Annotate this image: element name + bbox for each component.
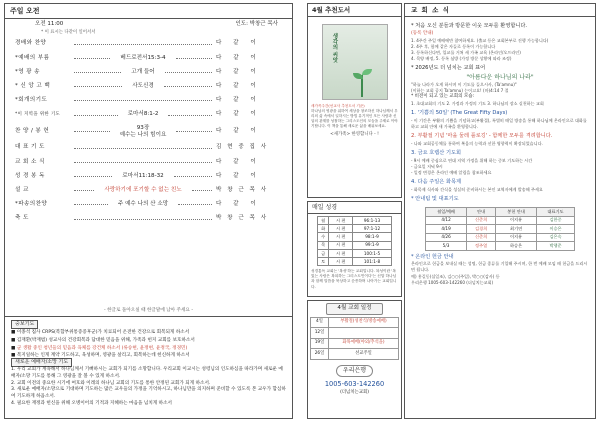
bank-name: 우리은행: [336, 365, 373, 377]
order-item: [15, 198, 282, 212]
welcome-item: 4. 목양 배정, 5. 등록 심방 (가정 방문 상황에 따라 조정): [411, 55, 512, 61]
prayer-item: ■ 이종석 집사 CRPS(복합부위통증증후군)가 치료되어 온전한 건강으로 회복되게 하소서: [11, 330, 190, 336]
order-name: * 신 앙 고 백: [15, 82, 51, 89]
order-detail: 로마서8:1-2: [122, 111, 165, 119]
table-row: 토 시 편 101:1-8: [318, 257, 392, 265]
order-name: 설 교: [15, 187, 29, 193]
order-item: [15, 108, 282, 122]
order-name: *영 광 송: [15, 68, 40, 75]
online-offering-title: * 온라인 헌금 안내: [411, 253, 454, 260]
welcome-item: 2. 4주 후, 함께 같은 자들로 등록이 가능합니다: [411, 43, 496, 49]
table-header: 월일/예배 안내 봉헌 안내 대표기도: [426, 208, 575, 217]
book-summary: 하나님의 영광을 위하여 세상을 창조하신 하나님께서 우리의 삶 속에서 일하시는 방법 유기적인 모든 사람과 신앙의 관계를 성찰하는 그리스도인의 모습을 주제로 이야기합니다. 이 책을 통해 새로운 삶을 배워보세요.: [311, 109, 398, 129]
news-item-title: 3. 금요 호렙산 기도회: [411, 150, 461, 157]
online-offering-example: 예) 홍길동(십일조), 김○○(주일), 박○○(감사) 등: [411, 273, 500, 279]
table-row: 월 시 편 96:1-13: [318, 217, 392, 225]
service-time: 오전 11:00: [35, 21, 64, 27]
order-item: [15, 94, 282, 108]
order-name: *회개의기도: [15, 97, 48, 104]
order-detail: 로마서11:18-32: [116, 173, 169, 181]
welcome-item: 3. 등록하신다면, 입교를 거쳐 새 가족 교육 (온라인/오프라인): [411, 49, 521, 55]
church-news: [404, 3, 596, 419]
table-row: 금 시 편 100:1-5: [318, 249, 392, 257]
table-row: 26일 선교주일: [311, 349, 399, 360]
offering-account: [308, 365, 401, 396]
order-person: 김 현 중 집 사: [216, 144, 269, 151]
news-header: 교 회 소 식: [405, 4, 595, 17]
dotted-leader: [74, 44, 212, 45]
schedule-table: [310, 317, 399, 360]
dotted-leader: [74, 219, 212, 220]
prayer-item: ■ 군 생활 중인 청년들의 믿음과 육체를 강건케 하소서 (류승현, 윤정현, 윤정국, 정경민): [11, 345, 188, 351]
order-person: 박 창 근 목 사: [216, 215, 269, 222]
theme-ref: (이하는 교회 공지 Ta'amnu) 는이고요! (마)4:14 7 절: [411, 88, 509, 94]
worship-order-list: [15, 37, 282, 226]
table-row: 화 시 편 97:1-12: [318, 225, 392, 233]
book-welcome: <새가족> 한영합니다 - !: [330, 132, 379, 138]
dotted-leader: [74, 58, 110, 59]
news-body: [405, 17, 595, 289]
dotted-leader: [164, 86, 212, 87]
order-person: 다 같 이: [216, 201, 261, 208]
vision-item: 1. 우리 교회가 계속해서 하나님께서 기뻐하시는 교회가 되기를 소망합니다. 우리교회 이교시는 성령님의 인도하심을 따라가며 새로운 예배자/소망 기도를 통해 그 영광을 잘 볼 수 있게 하소서.: [11, 367, 283, 379]
order-detail: 고개 들어: [125, 69, 160, 77]
dotted-leader: [74, 162, 212, 163]
order-name: 대 표 기 도: [15, 144, 45, 151]
order-item: [15, 141, 282, 155]
vision-intro: * 비전이 되고 있는 교회의 모습:: [411, 94, 475, 100]
dotted-leader: [192, 190, 212, 191]
sermon-title: 사랑하기에 포기할 수 없는 친노: [98, 187, 187, 195]
book-description: [311, 104, 398, 138]
table-row: 19일 화목예배(야외/추석을): [311, 338, 399, 349]
welcome-item: 1. 4주간 주일 예배에만 참여하세요. (출교 등은 교회본부로 진행 가능합니다): [411, 37, 549, 43]
order-detail: 주 예수 나의 산 소망: [112, 201, 174, 209]
news-item-note: - 일정 변경은 온라인 예배 알림을 참조하세요: [411, 170, 492, 176]
bible-header: 매일 성경: [308, 202, 401, 214]
order-person: 다 같 이: [216, 111, 261, 118]
order-person: 다 같 이: [216, 54, 261, 61]
dotted-leader: [174, 176, 212, 177]
order-name: 교 회 소 식: [15, 158, 45, 165]
stand-note: * 이 표시는 다같이 일어서서: [41, 30, 96, 35]
order-item: [15, 122, 282, 141]
welcome-title: * 처음 오신 분들과 방문한 이웃 모두를 환영합니다.: [411, 23, 528, 29]
order-person: 다 같 이: [216, 97, 261, 104]
book-recommendation: [307, 3, 402, 198]
prayer-tag: 중보기도: [11, 320, 38, 329]
prayer-item: ■ 복지일하는 인게 계약 기도하고, 육성하며, 영광을 살리고, 회복하는데 헌신하게 하소서: [11, 353, 190, 359]
time-row: [35, 21, 278, 28]
order-name: *파송의찬양: [15, 201, 48, 208]
welcome-sub: (등록 안내): [411, 30, 434, 36]
schedule-title: 4월 교회 일정: [326, 303, 383, 315]
dotted-leader: [74, 204, 108, 205]
account-number: 1005-603-142260: [324, 379, 385, 388]
order-person: 박 창 근 목 사: [216, 187, 269, 193]
news-item-text: - 9시 예배 중심으로 연대 지역 가정을 위해 하는 중보 기도하는 시간: [411, 157, 533, 163]
news-item-text: - 이 기간은 부활의 기쁨을 기념하고(부활절), 특별히 매일 방송을 통해 하나님께 온라인으로 대화를 하고 교회 안에 새 가족을 환영합니다.: [411, 117, 587, 130]
news-item-title: 2. 부활절 기념 '마을 둘레 플로깅' - 함께한 모두를 격려합니다.: [411, 133, 553, 140]
table-row: 5/3 정주열 하승은 박행준: [426, 242, 575, 251]
vision-list: 1. 초대교회의 기도 2. 가정과 가정의 기도 3. 하나님의 장소 실천하는 교회: [411, 100, 544, 106]
dotted-leader: [176, 131, 212, 132]
theme-intro: * 2026년도 더 넘치는 교회 표어: [411, 65, 486, 72]
order-name: *예배의 부름: [15, 54, 50, 61]
order-person: 다 같 이: [216, 82, 261, 89]
order-item: [15, 65, 282, 79]
vision-item: 3. 새로운 예배자/소망으로 기대하며 기도하는 많은 교우들의 가정을 기억하시고, 하나님만을 의지하며 준비할 수 있도록 본 교우가 합심하여 기도하게 하옵소서.: [11, 387, 286, 399]
church-schedule: [307, 300, 402, 419]
usher-title: * 안내팀 및 대표기도: [411, 196, 459, 203]
order-person: 다 같 이: [216, 172, 261, 179]
order-name: 성 경 봉 독: [15, 172, 45, 179]
order-item: [15, 170, 282, 184]
online-offering-account: 우리은행 1005-603-142260 (더넘치는교회): [411, 279, 494, 285]
account-holder: (더넘치는교회): [340, 389, 369, 395]
prayer-item: ■ 김재환(박재범) 성교사의 건강회복과 담대한 믿음을 위해, 가족과 헌지 교회를 보호하소서: [11, 337, 195, 343]
theme-verse: "하늘 나라가 오게 하시며 이 기도를 들으시사, (Ta'amnu)": [411, 81, 517, 87]
news-item-text: - 나와 교회공동체를 통하여 복음의 능력과 선한 영향력이 확장되었습니다.: [411, 140, 543, 146]
order-name: 찬 양 / 봉 헌: [15, 127, 50, 134]
dotted-leader: [178, 204, 212, 205]
news-item-text: - 화목제 식사와 간식을 성실히 준비하시는 본인 교역자에게 발송해 주세요: [411, 187, 543, 193]
order-name: 경배와 찬양: [15, 40, 47, 47]
dotted-leader: [74, 131, 110, 132]
usher-table: [425, 207, 575, 251]
daily-bible: [307, 201, 402, 297]
dotted-leader: [176, 58, 212, 59]
dotted-leader: [74, 176, 112, 177]
vision-item: 4. 필요한 재정과 헌신을 위해 오병이어의 기적과 지혜하는 마음을 넘치게 하소서: [11, 400, 172, 406]
order-item: [15, 37, 282, 51]
news-item-title: 1. '기쁨의 50일' (The Great Fifty Days): [411, 110, 508, 117]
book-caption: 새가족주간(선교사 추천도서 기준): [311, 104, 365, 108]
order-item: [15, 184, 282, 198]
table-row: 4/12 신준희 이지유 김한중: [426, 216, 575, 225]
news-item-note: - 금요일 저녁 9시: [411, 164, 443, 170]
dotted-leader: [74, 148, 212, 149]
dotted-leader: [74, 190, 94, 191]
panel-title: 주일 오전: [10, 7, 40, 15]
hymn-title: 예수는 나의 힘이요: [119, 131, 167, 138]
divider: [5, 18, 292, 19]
table-row: 4/26 신준희 이지유 김은숙: [426, 233, 575, 242]
dotted-leader: [165, 72, 212, 73]
prayer-section: [11, 320, 286, 360]
vision-tag: 새로운 예배자/소망 기도: [11, 358, 72, 367]
book-cover-title: 생각의 씨앗: [331, 33, 338, 63]
order-name: 축 도: [15, 215, 29, 222]
dotted-leader: [74, 86, 122, 87]
order-item: [15, 51, 282, 65]
bible-note: 성경통독 교회는 '복성'하는 교회입니다. 복성이란 '복 있는 사람은 복되하는 그리스도인이다'는 신앙 하나님과 함께 말씀을 묵상하고 순종하며 나아가는 교회입니다.: [311, 269, 397, 289]
divider: [5, 316, 292, 317]
dotted-leader: [74, 100, 212, 101]
table-row: 수 시 편 98:1-9: [318, 233, 392, 241]
vision-item: 2. 교회 이전의 중요한 시기에 여호와 이레의 하나님 교회의 기도를 통한 안정된 교회가 되게 하소서.: [11, 380, 211, 386]
order-name: *이 지역을 위한 기도: [15, 112, 61, 118]
order-person: 다 같 이: [216, 40, 261, 47]
order-item: [15, 80, 282, 94]
plant-icon: [351, 69, 373, 97]
online-offering-text: 온라인으로 헌금을 보내실 때는 성명, 헌금 종류를 기입해 주시며, 한 번 예배 모임 때 헌금을 드리시면 됩니다.: [411, 261, 588, 273]
book-header: 4월 추천도서: [308, 4, 401, 17]
dotted-leader: [74, 115, 118, 116]
hymn-number: 93장: [136, 124, 150, 131]
vision-prayer-section: [11, 358, 286, 407]
table-row: 12일: [311, 328, 399, 339]
order-detail: 베드로전서15:3-4: [114, 55, 171, 63]
order-person: 다 같 이: [216, 158, 261, 165]
order-person: 다 같 이: [216, 68, 261, 75]
order-detail: 사도신경: [126, 83, 160, 91]
table-row: 4일 부활절(성찬식/방송예배): [311, 317, 399, 328]
bible-table: [317, 216, 392, 266]
order-item: [15, 212, 282, 226]
order-footnote: - 한글로 돌아오실 때 한글말에 남아 주세요 -: [104, 308, 193, 313]
worship-order-panel: [4, 3, 293, 419]
table-row: 목 시 편 99:1-9: [318, 241, 392, 249]
order-person: 다 같 이: [216, 127, 261, 134]
order-item: [15, 155, 282, 169]
order-detail: [114, 125, 173, 138]
dotted-leader: [168, 115, 212, 116]
service-leader: 인도: 박창근 목사: [235, 21, 278, 27]
table-row: 4/19 김경희 최기연 이승은: [426, 225, 575, 234]
dotted-leader: [74, 72, 121, 73]
book-cover-image: [322, 24, 388, 100]
news-panel: [307, 3, 596, 419]
church-theme: "아름다운 하나님의 나라": [466, 73, 534, 81]
news-item-title: 4. 다음 주일은 화목제: [411, 179, 461, 186]
